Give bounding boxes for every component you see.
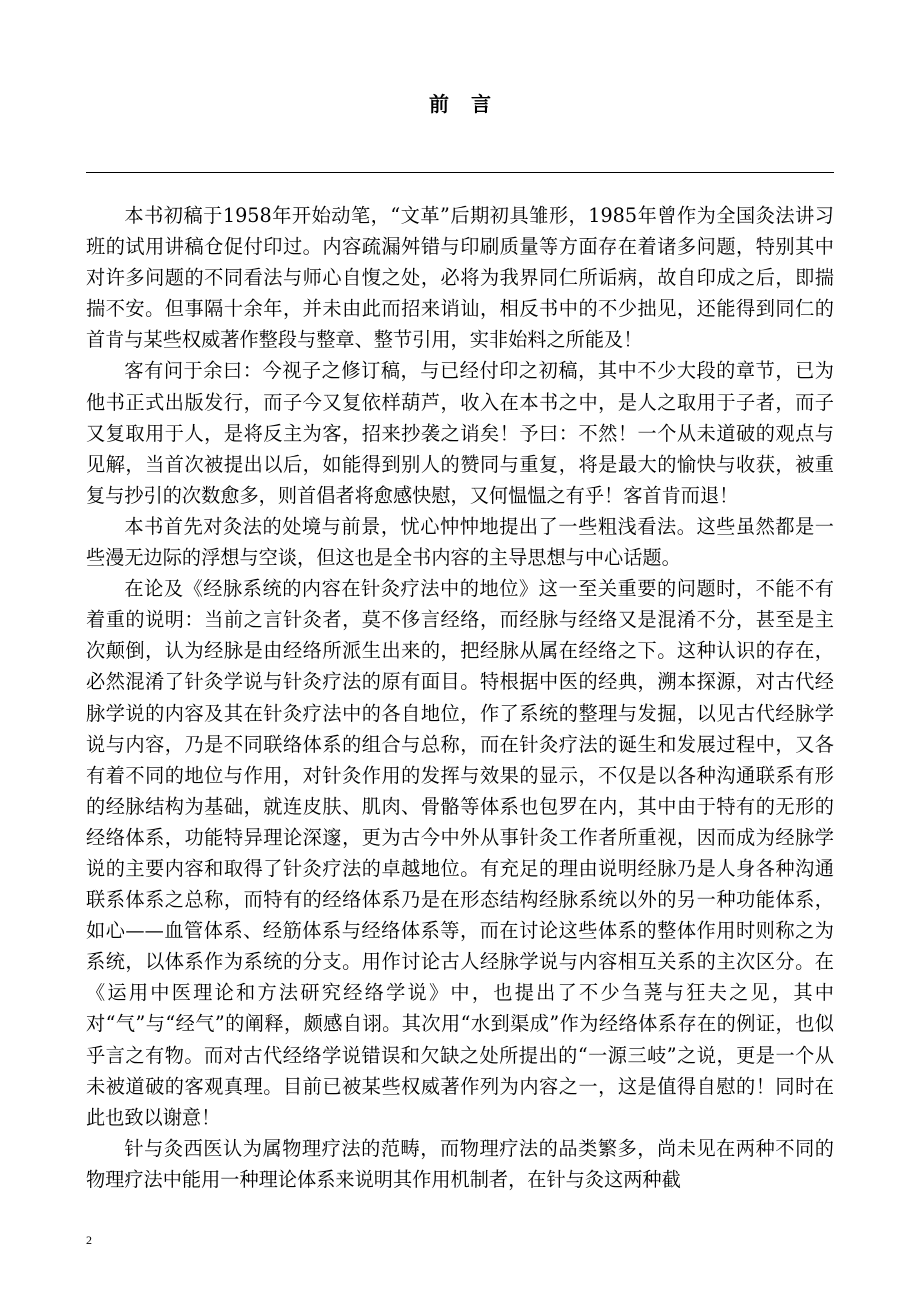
title-divider (86, 172, 834, 173)
page-title: 前言 (429, 92, 513, 116)
paragraph: 在论及《经脉系统的内容在针灸疗法中的地位》这一至关重要的问题时，不能不有着重的说明：当前之言针灸者，莫不侈言经络，而经脉与经络又是混淆不分，甚至是主次颠倒，认为经脉是由经络所派生出来的，把经脉从属在经络之下。这种认识的存在，必然混淆了针灸学说与针灸疗法的原有面目。特根据中医的经典，溯本探源，对古代经脉学说的内容及其在针灸疗法中的各自地位，作了系统的整理与发掘，以见古代经脉学说与内容，乃是不同联络体系的组合与总称，而在针灸疗法的诞生和发展过程中，又各有着不同的地位与作用，对针灸作用的发挥与效果的显示，不仅是以各种沟通联系有形的经脉结构为基础，就连皮肤、肌肉、骨骼等体系也包罗在内，其中由于特有的无形的经络体系，功能特异理论深邃，更为古今中外从事针灸工作者所重视，因而成为经脉学说的主要内容和取得了针灸疗法的卓越地位。有充足的理由说明经脉乃是人身各种沟通联系体系之总称，而特有的经络体系乃是在形态结构经脉系统以外的另一种功能体系，如心——血管体系、经筋体系与经络体系等，而在讨论这些体系的整体作用时则称之为系统，以体系作为系统的分支。用作讨论古人经脉学说与内容相互关系的主次区分。在《运用中医理论和方法研究经络学说》中，也提出了不少刍荛与狂夫之见，其中对“气”与“经气”的阐释，颇感自诩。其次用“水到渠成”作为经络体系存在的例证，也似乎言之有物。而对古代经络学说错误和欠缺之处所提出的“一源三岐”之说，更是一个从未被道破的客观真理。目前已被某些权威著作列为内容之一，这是值得自慰的！同时在此也致以谢意！ (86, 577, 834, 1129)
paragraph: 本书首先对灸法的处境与前景，忧心忡忡地提出了一些粗浅看法。这些虽然都是一些漫无边际的浮想与空谈，但这也是全书内容的主导思想与中心话题。 (86, 514, 834, 570)
page-number: 2 (86, 1233, 92, 1247)
body-text (86, 200, 834, 1195)
paragraph: 针与灸西医认为属物理疗法的范畴，而物理疗法的品类繁多，尚未见在两种不同的物理疗法中能用一种理论体系来说明其作用机制者，在针与灸这两种截 (86, 1136, 834, 1191)
paragraph: 本书初稿于1958年开始动笔，“文革”后期初具雏形，1985年曾作为全国灸法讲习班的试用讲稿仓促付印过。内容疏漏舛错与印刷质量等方面存在着诸多问题，特别其中对许多问题的不同看法与师心自愎之处，必将为我界同仁所诟病，故自印成之后，即揣揣不安。但事隔十余年，并未由此而招来诮讪，相反书中的不少拙见，还能得到同仁的首肯与某些权威著作整段与整章、整节引用，实非始料之所能及！ (86, 204, 834, 352)
paragraph: 客有问于余曰：今视子之修订稿，与已经付印之初稿，其中不少大段的章节，已为他书正式出版发行，而子今又复依样葫芦，收入在本书之中，是人之取用于子者，而子又复取用于人，是将反主为客，招来抄袭之诮矣！予曰：不然！一个从未道破的观点与见解，当首次被提出以后，如能得到别人的赞同与重复，将是最大的愉快与收获，被重复与抄引的次数愈多，则首倡者将愈感快慰，又何愠愠之有乎！客首肯而退！ (86, 359, 834, 507)
